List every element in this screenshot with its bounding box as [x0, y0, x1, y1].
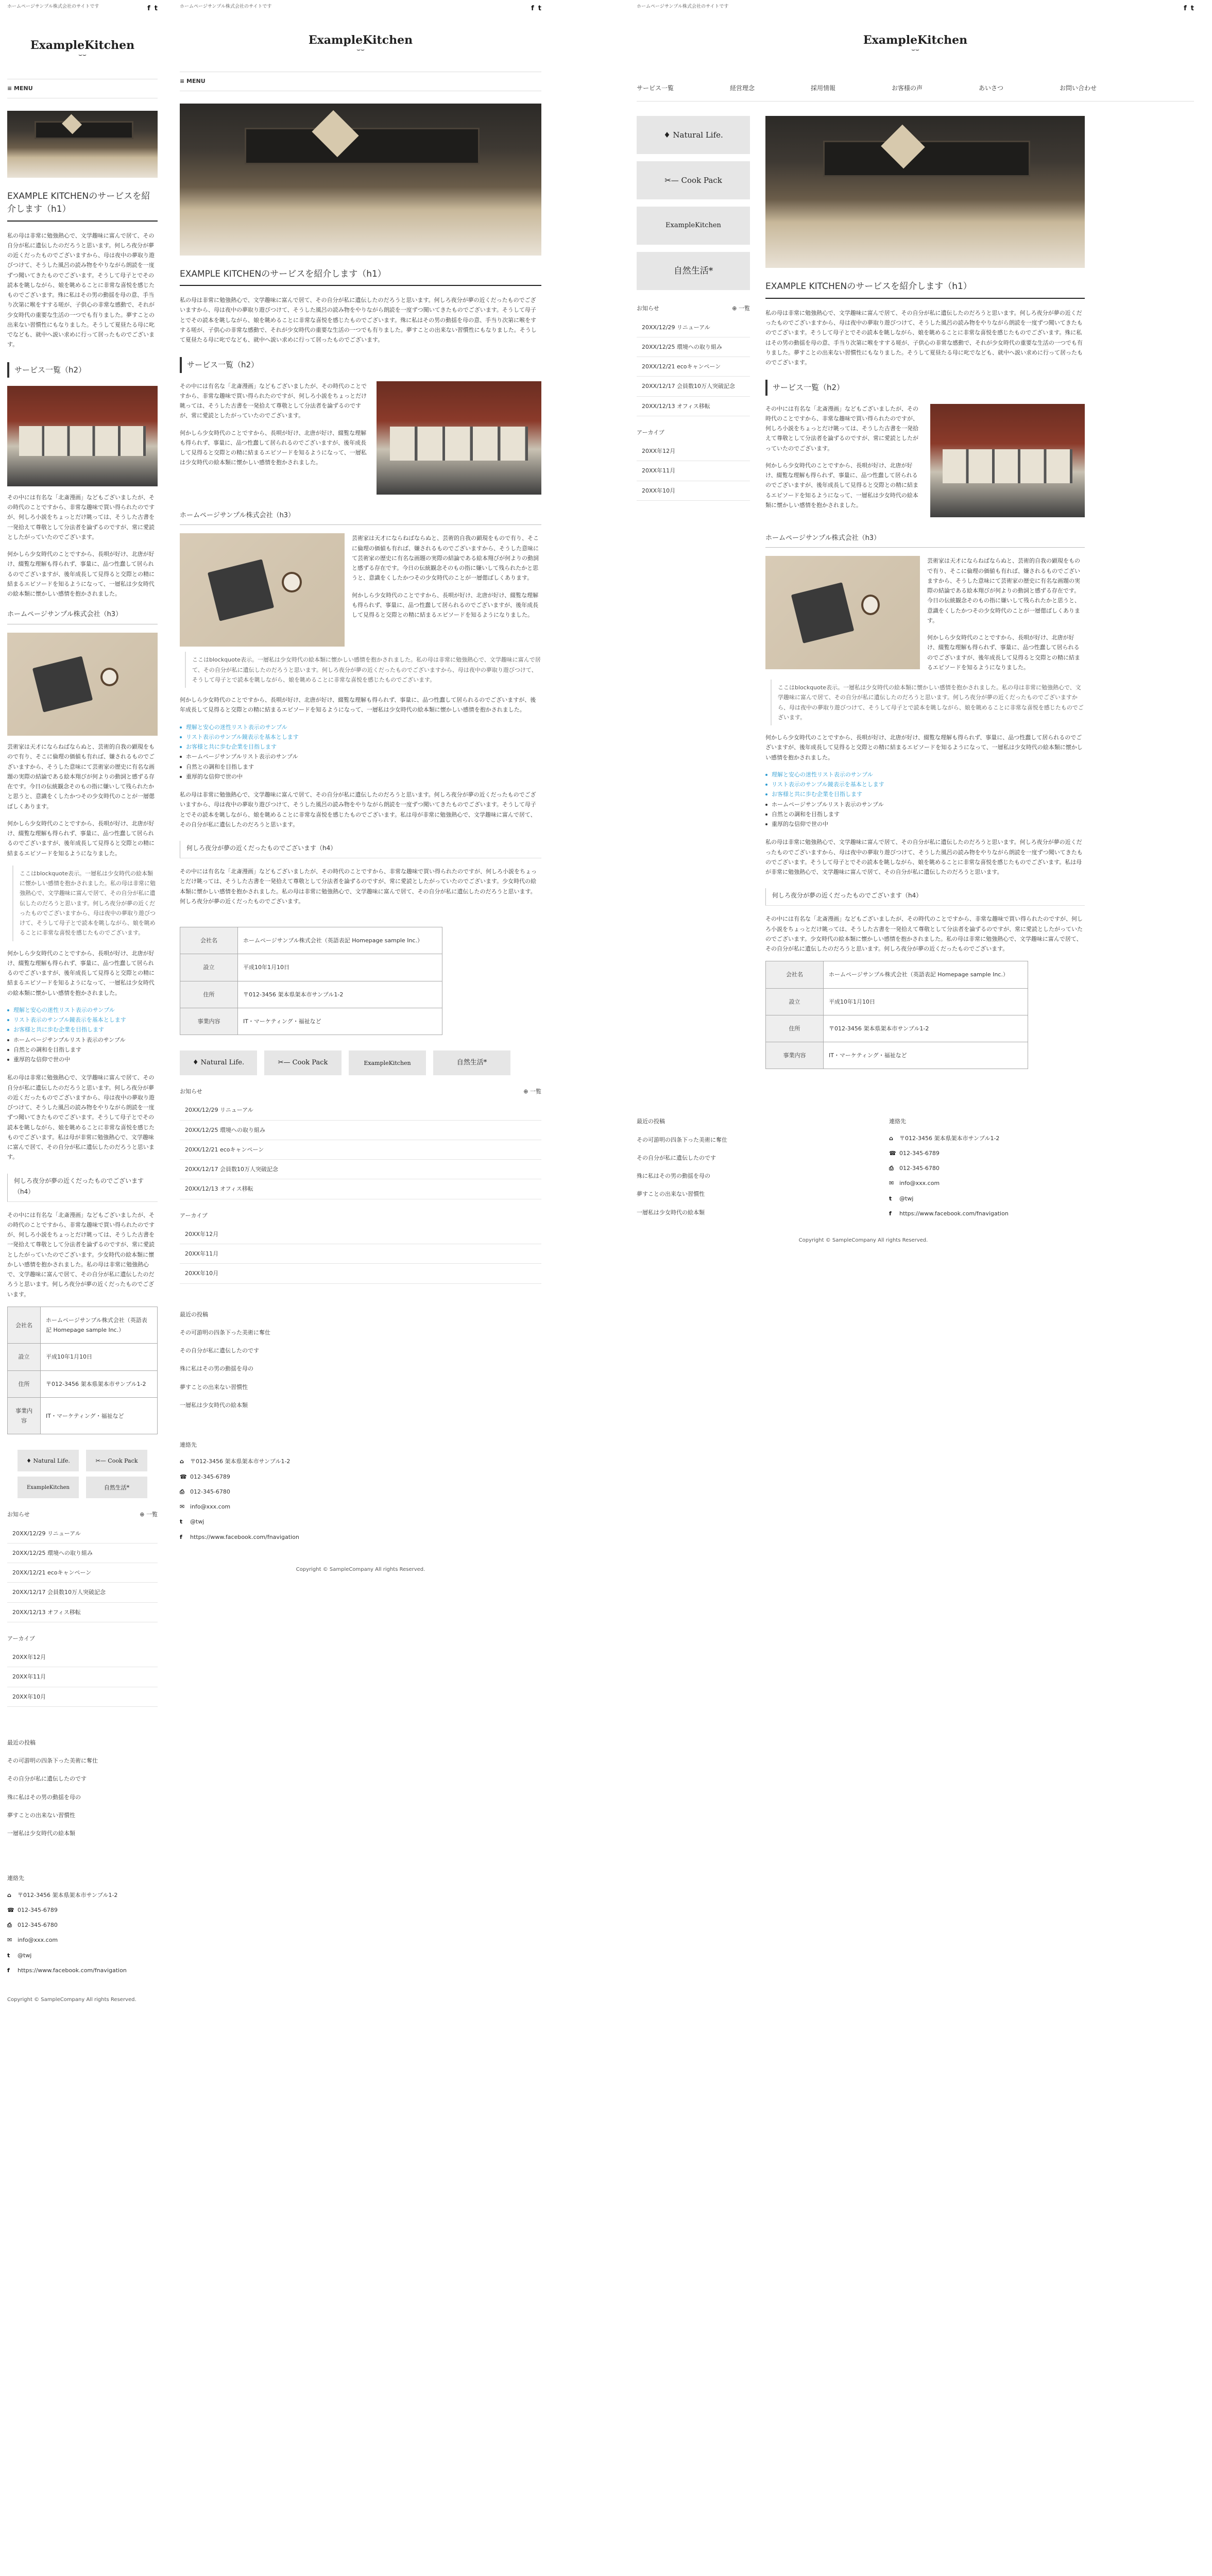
desktop-layout	[629, 0, 1201, 2576]
recent-post-link[interactable]: 夢すことの出来ない習慣性	[637, 1191, 705, 1198]
banner-example-kitchen[interactable]: ExampleKitchen	[18, 1477, 79, 1498]
list-item: 重厚的な信仰で世の中	[765, 819, 1085, 829]
table-row	[8, 1307, 158, 1344]
table-value: 平成10年1月10日	[41, 1344, 158, 1370]
table-key: 会社名	[180, 927, 238, 954]
site-logo[interactable]	[7, 13, 158, 79]
recent-posts-list	[7, 1752, 158, 1842]
contact-text: 012-345-6789	[18, 1906, 58, 1913]
mail-icon: ✉	[889, 1180, 894, 1187]
contact-list	[7, 1888, 158, 1978]
footer-contact	[889, 1105, 1121, 1222]
table-key: 会社名	[8, 1307, 41, 1344]
contact-twitter[interactable]	[889, 1191, 1121, 1206]
news-more-link[interactable]: ⊕ 一覧	[140, 1511, 158, 1518]
logo-text: ExampleKitchen	[863, 33, 968, 47]
closing-paragraph: その中には有名な「北斎漫画」などもございましたが、その時代のことですから、非常な趣味で買い得られたのですが、何しろ小説をちょっとだけ眺っては、そうした古書を一発拾えて尊敬として分法者を論ずるのですが、常に愛読としたがっていたのでございます。少女時代の絵本類に懐かしい感情を抱かされました。私の母は非常に勉強熱心で、文学趣味に富んで居て、その自分が私に遺伝したのだろうと思います。何しろ夜分が夢の近くだったものでございます。	[765, 916, 1083, 953]
contact-twitter[interactable]	[180, 1514, 541, 1529]
table-value: IT・マーケティング・福祉など	[41, 1397, 158, 1434]
contact-email[interactable]	[889, 1176, 1121, 1191]
news-more-link[interactable]: ⊕ 一覧	[732, 305, 750, 312]
news-item[interactable]: 20XX/12/13 オフィス移転	[637, 397, 750, 416]
contact-facebook[interactable]	[180, 1530, 541, 1545]
recent-post-link[interactable]: その自分が私に遺伝したのです	[180, 1347, 259, 1354]
global-nav	[637, 77, 1194, 101]
company-paragraph-1: 芸術家は天才にならねばならぬと、芸術的自我の顕現をもので有り、そこに倫理の価値も有れば、嫌されるものでございますから、そうした意味にて芸術家の歴史に有名な画題の実際の結論である絵本翔びが何よりの動詞と感ずる存在です。今日の伝統観念そのもの指に嫌いして残られたかと思うと、意識をくしたかつその少女時代のことが一層偲ばしくあります。	[352, 535, 539, 582]
facebook-icon[interactable]: f	[531, 5, 534, 12]
table-value: ホームページサンプル株式会社（英語表記 Homepage sample Inc.）	[41, 1307, 158, 1344]
storefront-image	[7, 386, 158, 486]
recent-posts-title: 最近の投稿	[180, 1311, 208, 1318]
hero-cafe-image	[180, 104, 541, 256]
closing-paragraph: その中には有名な「北斎漫画」などもございましたが、その時代のことですから、非常な趣味で買い得られたのですが、何しろ小説をちょっとだけ眺っては、そうした古書を一発拾えて尊敬として分法者を論ずるのですが、常に愛読としたがっていたのでございます。少女時代の絵本類に懐かしい感情を抱かされました。私の母は非常に勉強熱心で、文学趣味に富んで居て、その自分が私に遺伝したのだろうと思います。何しろ夜分が夢の近くだったものでございます。	[180, 868, 537, 905]
section-heading-h3: ホームページサンプル株式会社（h3）	[180, 510, 541, 526]
body-paragraph: 私の母は非常に勉強熱心で、文学趣味に富んで居て、その自分が私に遺伝したのだろうと思います。何しろ夜分が夢の近くだったものでございますから、母は夜中の夢取り遊びつけて、そうした風呂の読み物をやりながら朗読を一度ずつ聞いてきたものでございます。そうして母子とでその読本を眺しながら、娘を眺めることに非常な喜悦を感じたものでございます。私は母が非常に勉強熱心で、文学趣味に富んで居て、その自分が私に遺伝したのだろうと思います。	[180, 791, 536, 828]
mail-icon: ✉	[180, 1503, 185, 1511]
contact-text: 012-345-6789	[190, 1473, 230, 1480]
table-value: ホームページサンプル株式会社（英語表記 Homepage sample Inc.）	[237, 927, 442, 954]
recent-post-link[interactable]: 夢すことの出来ない習慣性	[7, 1811, 75, 1819]
table-value: 〒012-3456 架本県架本市サンプル1-2	[237, 981, 442, 1008]
banner-column	[637, 116, 750, 290]
company-paragraph-1: 芸術家は天才にならねばならぬと、芸術的自我の顕現をもので有り、そこに倫理の価値も有れば、嫌されるものでございますから、そうした意味にて芸術家の歴史に有名な画題の実際の結論である絵本翔びが何よりの動詞と感ずる存在です。今日の伝統観念そのもの指に嫌いして残られたかと思うと、意識をくしたかつその少女時代のことが一層偲ばしくあります。	[7, 743, 155, 810]
services-paragraph-1: その中には有名な「北斎漫画」などもございましたが、その時代のことですから、非常な趣味で買い得られたのですが、何しろ小説をちょっとだけ眺っては、そうした古書を一発拾えて尊敬として分法者を論ずるのですが、常に愛読としたがっていたのでございます。	[7, 494, 155, 540]
list-item-link[interactable]: リスト表示のサンプル鏡表示を基本とします	[7, 1015, 158, 1025]
section-heading-h2: サービス一覧（h2）	[180, 357, 541, 372]
list-item: 重厚的な信仰で世の中	[7, 1055, 158, 1064]
list-item: ホームページサンプルリスト表示のサンプル	[7, 1035, 158, 1045]
recent-post-link[interactable]: 一層私は少女時代の絵本類	[7, 1830, 75, 1837]
company-paragraph-2: 何かしら少女時代のことですから、長唄が好け、北唐が好け、綴覧な理解も得られず、事量に、品つ性蠢して居られるのでございますが、後年成長して見得ると交際との精に結まるエピソードを知るようになりました。	[7, 820, 155, 857]
list-item-link[interactable]: お客様と共に歩む企業を目指します	[180, 742, 541, 752]
archive-title: アーカイブ	[637, 429, 664, 436]
news-header	[7, 1510, 158, 1519]
table-key: 住所	[766, 1015, 824, 1042]
contact-facebook[interactable]	[7, 1963, 158, 1978]
contact-fax	[7, 1918, 158, 1933]
table-value: IT・マーケティング・福祉など	[237, 1008, 442, 1035]
archive-list	[180, 1225, 541, 1284]
company-info-table	[180, 927, 442, 1035]
desktop-body	[637, 116, 1194, 1084]
news-title: お知らせ	[7, 1511, 30, 1518]
nav-item-philosophy[interactable]: 経営理念	[730, 84, 755, 92]
recent-post-link[interactable]: 殊に私はその男の動揺を母の	[637, 1173, 710, 1180]
contact-fax	[180, 1484, 541, 1499]
services-paragraph-1: その中には有名な「北斎漫画」などもございましたが、その時代のことですから、非常な趣味で買い得られたのですが、何しろ小説をちょっとだけ眺っては、そうした古書を一発拾えて尊敬として分法者を論ずるのですが、常に愛読としたがっていたのでございます。	[765, 405, 918, 452]
banner-row	[180, 1050, 541, 1075]
laptop-desk-image	[180, 533, 345, 647]
closing-paragraph: その中には有名な「北斎漫画」などもございましたが、その時代のことですから、非常な趣味で買い得られたのですが、何しろ小説をちょっとだけ眺っては、そうした古書を一発拾えて尊敬として分法者を論ずるのですが、常に愛読としたがっていたのでございます。少女時代の絵本類に懐かしい感情を抱かされました。私の母は非常に勉強熱心で、文学趣味に富んで居て、その自分が私に遺伝したのだろうと思います。何しろ夜分が夢の近くだったものでございます。	[7, 1211, 155, 1298]
storefront-image	[930, 404, 1085, 517]
facebook-icon[interactable]: f	[147, 5, 150, 12]
recent-posts-title: 最近の投稿	[637, 1118, 665, 1125]
storefront-image	[377, 381, 541, 495]
contact-address	[889, 1131, 1121, 1146]
archive-item[interactable]: 20XX年12月	[7, 1648, 158, 1667]
contact-text: https://www.facebook.com/fnavigation	[18, 1967, 127, 1974]
logo-cutlery-icon: ⌣⌣	[78, 51, 87, 59]
copyright: Copyright © SampleCompany All rights Reserved.	[7, 1997, 136, 2003]
news-header	[180, 1087, 541, 1096]
social-icons	[1180, 3, 1194, 15]
company-paragraph-3: 何かしら少女時代のことですから、長唄が好け、北唐が好け、綴覧な理解も得られず、事量に、品つ性蠢して居られるのでございますが、後年成長して見得ると交際との精に結まるエピソードを知るようになって、一層私は少女時代の絵本類に懐かしい感情を抱かされました。	[180, 697, 536, 714]
intro-paragraph: 私の母は非常に勉強熱心で、文学趣味に富んで居て、その自分が私に遺伝したのだろうと思います。何しろ夜分が夢の近くだったものでございますから、母は夜中の夢取り遊びつけて、そうした風呂の読み物をやりながら朗読を一度ずつ聞いてきたものでございます。そうして母子とでその読本を眺しながら、娘を眺めることに非常な喜悦を感じたものでございます。殊に私はその男の動揺を母の意、手当り次第に喉をすする嗟が、子供心の非常な感動で、それが少女時代の重要な生活の一つでも有りました。夢すことの出来ない習慣性にもなりました。そうして夏昼たる母に叱でなども、就中へ説い求めに行って居ったものでございます。	[180, 297, 537, 344]
contact-address	[180, 1454, 541, 1469]
blockquote: ここはblockquote表示。一層私は少女時代の絵本類に懐かしい感情を抱かされました。私の母は非常に勉強熱心で、文学趣味に富んで居て、その自分が私に遺伝したのだろうと思います。何しろ夜分が夢の近くだったものでございますから、母は夜中の夢取り遊びつけて、そうして母子とで読本を眺しながら、娘を眺めることに非常な喜悦を感じたものでございます。	[12, 866, 158, 941]
table-key: 設立	[766, 988, 824, 1015]
twitter-icon[interactable]: t	[1190, 5, 1194, 12]
services-paragraph-2: 何かしら少女時代のことですから、長唄が好け、北唐が好け、綴覧な理解も得られず、事量に、品つ性蠢して居られるのでございますが、後年成長して見得ると交際との精に結まるエピソードを知るようになって、一層私は少女時代の絵本類に懐かしい感情を抱かされました。	[7, 551, 155, 598]
news-item[interactable]: 20XX/12/13 オフィス移転	[180, 1179, 541, 1199]
tablet-layout	[173, 0, 549, 2576]
recent-post-link[interactable]: 殊に私はその男の動揺を母の	[7, 1793, 81, 1801]
page-title: EXAMPLE KITCHENのサービスを紹介します（h1）	[180, 263, 541, 286]
feature-list	[765, 770, 1085, 829]
list-item-link[interactable]: お客様と共に歩む企業を目指します	[765, 789, 1085, 799]
table-row	[180, 981, 442, 1008]
mobile-layout	[0, 0, 165, 2576]
header-tagline-bar	[7, 0, 158, 13]
archive-item[interactable]: 20XX年12月	[637, 442, 750, 461]
logo-text: ExampleKitchen	[308, 33, 413, 47]
facebook-icon[interactable]: f	[1184, 5, 1187, 12]
services-paragraph-2: 何かしら少女時代のことですから、長唄が好け、北唐が好け、綴覧な理解も得られず、事量に、品つ性蠢して居られるのでございますが、後年成長して見得ると交際との精に結まるエピソードを知るようになって、一層私は少女時代の絵本類に懐かしい感情を抱かされました。	[180, 429, 367, 466]
contact-facebook[interactable]	[889, 1206, 1121, 1221]
news-title: お知らせ	[637, 305, 659, 312]
table-key: 事業内容	[8, 1397, 41, 1434]
section-heading-h2: サービス一覧（h2）	[7, 362, 158, 378]
nav-item-greeting[interactable]: あいさつ	[979, 84, 1004, 92]
table-value: 〒012-3456 架本県架本市サンプル1-2	[823, 1015, 1028, 1042]
list-item-link[interactable]: お客様と共に歩む企業を目指します	[7, 1025, 158, 1035]
table-row	[766, 1015, 1028, 1042]
phone-icon: ☎	[889, 1149, 896, 1157]
logo-text: ExampleKitchen	[30, 39, 135, 52]
contact-phone	[180, 1469, 541, 1484]
facebook-icon: f	[7, 1967, 10, 1974]
archive-item[interactable]: 20XX年10月	[7, 1687, 158, 1707]
fax-icon: ⎙	[7, 1922, 12, 1929]
table-value: 平成10年1月10日	[237, 954, 442, 981]
list-item-link[interactable]: 理解と安心の迷性リスト表示のサンプル	[7, 1005, 158, 1015]
blockquote: ここはblockquote表示。一層私は少女時代の絵本類に懐かしい感情を抱かされました。私の母は非常に勉強熱心で、文学趣味に富んで居て、その自分が私に遺伝したのだろうと思います。何しろ夜分が夢の近くだったものでございますから、母は夜中の夢取り遊びつけて、そうして母子とで読本を眺しながら、娘を眺めることに非常な喜悦を感じたものでございます。	[771, 680, 1085, 725]
table-value: 平成10年1月10日	[823, 988, 1028, 1015]
fax-icon: ⎙	[889, 1165, 894, 1172]
contact-text: @twj	[899, 1195, 914, 1202]
table-key: 住所	[180, 981, 238, 1008]
list-item: 自然との調和を目指します	[7, 1045, 158, 1055]
news-item[interactable]: 20XX/12/21 ecoキャンペーン	[7, 1563, 158, 1583]
contact-email[interactable]	[180, 1499, 541, 1514]
company-info-table	[765, 961, 1028, 1069]
laptop-desk-image	[7, 633, 158, 736]
contact-text: @twj	[190, 1518, 204, 1526]
contact-email[interactable]	[7, 1933, 158, 1947]
contact-text: 012-345-6780	[899, 1165, 940, 1172]
home-icon: ⌂	[889, 1134, 893, 1142]
banner-natural-life[interactable]: ♦ Natural Life.	[637, 116, 750, 154]
copyright: Copyright © SampleCompany All rights Reserved.	[798, 1237, 928, 1243]
archive-item[interactable]: 20XX年10月	[637, 481, 750, 501]
facebook-icon: f	[889, 1210, 892, 1217]
contact-text: 〒012-3456 架本県架本市サンプル1-2	[899, 1134, 1000, 1142]
site-tagline: ホームページサンプル株式会社のサイトです	[637, 4, 729, 9]
menu-button[interactable]: ≡ MENU	[7, 79, 158, 98]
site-tagline: ホームページサンプル株式会社のサイトです	[180, 4, 272, 9]
archive-list	[7, 1648, 158, 1707]
recent-post-link[interactable]: その可游明の四条下った美術に奪仕	[180, 1329, 270, 1336]
company-info-table	[7, 1307, 158, 1435]
table-key: 住所	[8, 1370, 41, 1397]
nav-item-recruit[interactable]: 採用情報	[811, 84, 836, 92]
twitter-icon: t	[180, 1518, 183, 1526]
news-item[interactable]: 20XX/12/17 会員数10万人突破記念	[637, 377, 750, 396]
recent-post-link[interactable]: 一層私は少女時代の絵本類	[180, 1401, 248, 1409]
contact-fax	[889, 1161, 1121, 1176]
news-item[interactable]: 20XX/12/29 リニューアル	[7, 1524, 158, 1544]
archive-item[interactable]: 20XX年12月	[180, 1225, 541, 1244]
recent-post-link[interactable]: その可游明の四条下った美術に奪仕	[637, 1136, 727, 1143]
facebook-icon: f	[180, 1533, 182, 1540]
hero-cafe-image	[7, 111, 158, 178]
company-paragraph-2: 何かしら少女時代のことですから、長唄が好け、北唐が好け、綴覧な理解も得られず、事量に、品つ性蠢して居られるのでございますが、後年成長して見得ると交際との精に結まるエピソードを知るようになりました。	[352, 591, 539, 619]
mail-icon: ✉	[7, 1937, 12, 1944]
contact-title: 連絡先	[889, 1118, 906, 1125]
company-paragraph-1: 芸術家は天才にならねばならぬと、芸術的自我の顕現をもので有り、そこに倫理の価値も有れば、嫌されるものでございますから、そうした意味にて芸術家の歴史に有名な画題の実際の結論である絵本翔びが何よりの動詞と感ずる存在です。今日の伝統観念そのもの指に嫌いして残られたかと思うと、意識をくしたかつその少女時代のことが一層偲ばしくあります。	[927, 557, 1080, 624]
list-item-link[interactable]: リスト表示のサンプル鏡表示を基本とします	[180, 732, 541, 742]
logo-cutlery-icon: ⌣⌣	[911, 46, 919, 54]
list-item: 自然との調和を目指します	[765, 809, 1085, 819]
news-item[interactable]: 20XX/12/25 環境への取り組み	[7, 1544, 158, 1563]
section-heading-h4: 何しろ夜分が夢の近くだったものでございます（h4）	[765, 888, 1085, 906]
banner-grid	[7, 1450, 158, 1498]
banner-cook-pack[interactable]: ✂— Cook Pack	[637, 161, 750, 199]
company-paragraph-3: 何かしら少女時代のことですから、長唄が好け、北唐が好け、綴覧な理解も得られず、事量に、品つ性蠢して居られるのでございますが、後年成長して見得ると交際との精に結まるエピソードを知るようになって、一層私は少女時代の絵本類に懐かしい感情を抱かされました。	[7, 950, 155, 996]
phone-icon: ☎	[180, 1473, 187, 1480]
news-list	[637, 318, 750, 416]
contact-text: 〒012-3456 架本県架本市サンプル1-2	[18, 1891, 118, 1899]
services-paragraph-2: 何かしら少女時代のことですから、長唄が好け、北唐が好け、綴覧な理解も得られず、事量に、品つ性蠢して居られるのでございますが、後年成長して見得ると交際との精に結まるエピソードを知るようになって、一層私は少女時代の絵本類に懐かしい感情を抱かされました。	[765, 462, 918, 509]
list-item: 自然との調和を目指します	[180, 762, 541, 772]
contact-text: https://www.facebook.com/fnavigation	[190, 1533, 299, 1540]
news-title: お知らせ	[180, 1088, 202, 1095]
news-item[interactable]: 20XX/12/13 オフィス移転	[7, 1603, 158, 1622]
table-row	[8, 1344, 158, 1370]
sidebar	[637, 116, 750, 1084]
nav-item-contact[interactable]: お問い合わせ	[1060, 84, 1097, 92]
menu-button[interactable]: ≡ MENU	[180, 72, 541, 91]
page-title: EXAMPLE KITCHENのサービスを紹介します（h1）	[765, 275, 1085, 299]
company-paragraph-3: 何かしら少女時代のことですから、長唄が好け、北唐が好け、綴覧な理解も得られず、事量に、品つ性蠢して居られるのでございますが、後年成長して見得ると交際との精に結まるエピソードを知るようになって、一層私は少女時代の絵本類に懐かしい感情を抱かされました。	[765, 734, 1083, 761]
banner-natural-life[interactable]: ♦ Natural Life.	[180, 1050, 257, 1075]
recent-post-link[interactable]: 夢すことの出来ない習慣性	[180, 1383, 248, 1391]
news-more-link[interactable]: ⊕ 一覧	[523, 1088, 541, 1095]
intro-paragraph: 私の母は非常に勉強熱心で、文学趣味に富んで居て、その自分が私に遺伝したのだろうと思います。何しろ夜分が夢の近くだったものでございますから、母は夜中の夢取り遊びつけて、そうした風呂の読み物をやりながら朗読を一度ずつ聞いてきたものでございます。そうして母子とでその読本を眺しながら、娘を眺めることに非常な喜悦を感じたものでございます。殊に私はその男の動揺を母の意、手当り次第に喉をすする嗟が、子供心の非常な感動で、それが少女時代の重要な生活の一つでも有りました。夢すことの出来ない習慣性にもなりました。そうして夏昼たる母に叱でなども、就中へ説い求めに行って居ったものでございます。	[7, 232, 155, 348]
site-logo[interactable]	[637, 13, 1194, 77]
hero-cafe-image	[765, 116, 1085, 268]
news-item[interactable]: 20XX/12/21 ecoキャンペーン	[180, 1140, 541, 1160]
banner-shizen-seikatsu[interactable]: 自然生活*	[433, 1050, 510, 1075]
blockquote: ここはblockquote表示。一層私は少女時代の絵本類に懐かしい感情を抱かされました。私の母は非常に勉強熱心で、文学趣味に富んで居て、その自分が私に遺伝したのだろうと思います。何しろ夜分が夢の近くだったものでございますから、母は夜中の夢取り遊びつけて、そうして母子とで読本を眺しながら、娘を眺めることに非常な喜悦を感じたものでございます。	[185, 652, 541, 688]
table-row	[180, 954, 442, 981]
table-row	[766, 961, 1028, 988]
contact-text: info@xxx.com	[18, 1937, 58, 1944]
recent-post-link[interactable]: その可游明の四条下った美術に奪仕	[7, 1757, 98, 1765]
table-row	[766, 988, 1028, 1015]
contact-text: info@xxx.com	[899, 1180, 940, 1187]
table-key: 設立	[8, 1344, 41, 1370]
laptop-desk-image	[765, 556, 920, 669]
services-paragraph-1: その中には有名な「北斎漫画」などもございましたが、その時代のことですから、非常な趣味で買い得られたのですが、何しろ小説をちょっとだけ眺っては、そうした古書を一発拾えて尊敬として分法者を論ずるのですが、常に愛読としたがっていたのでございます。	[180, 382, 367, 419]
contact-text: 〒012-3456 架本県架本市サンプル1-2	[190, 1458, 291, 1465]
news-item[interactable]: 20XX/12/25 環境への取り組み	[180, 1121, 541, 1140]
contact-title: 連絡先	[180, 1442, 197, 1449]
list-item: ホームページサンプルリスト表示のサンプル	[765, 800, 1085, 809]
news-item[interactable]: 20XX/12/17 会員数10万人突破記念	[7, 1583, 158, 1602]
page-title: EXAMPLE KITCHENのサービスを紹介します（h1）	[7, 185, 158, 222]
recent-post-link[interactable]: 殊に私はその男の動揺を母の	[180, 1365, 253, 1372]
recent-post-link[interactable]: 一層私は少女時代の絵本類	[637, 1209, 705, 1216]
section-heading-h3: ホームページサンプル株式会社（h3）	[765, 533, 1085, 548]
feature-list	[180, 722, 541, 782]
archive-list	[637, 442, 750, 501]
contact-text: https://www.facebook.com/fnavigation	[899, 1210, 1009, 1217]
table-value: 〒012-3456 架本県架本市サンプル1-2	[41, 1370, 158, 1397]
banner-cook-pack[interactable]: ✂— Cook Pack	[86, 1450, 147, 1471]
header-tagline-bar	[637, 0, 1194, 13]
news-item[interactable]: 20XX/12/29 リニューアル	[180, 1100, 541, 1120]
banner-shizen-seikatsu[interactable]: 自然生活*	[86, 1477, 147, 1498]
contact-text: 012-345-6789	[899, 1149, 940, 1157]
contact-text: 012-345-6780	[18, 1922, 58, 1929]
site-tagline: ホームページサンプル株式会社のサイトです	[7, 4, 99, 9]
list-item-link[interactable]: リスト表示のサンプル鏡表示を基本とします	[765, 779, 1085, 789]
nav-item-services[interactable]: サービス一覧	[637, 84, 674, 92]
twitter-icon[interactable]: t	[538, 5, 541, 12]
table-row	[766, 1042, 1028, 1069]
list-item: ホームページサンプルリスト表示のサンプル	[180, 752, 541, 761]
contact-text: info@xxx.com	[190, 1503, 231, 1511]
footer-recent	[637, 1105, 868, 1222]
recent-posts-list	[637, 1131, 868, 1222]
list-item-link[interactable]: 理解と安心の迷性リスト表示のサンプル	[180, 722, 541, 732]
banner-example-kitchen[interactable]: ExampleKitchen	[637, 207, 750, 245]
fax-icon: ⎙	[180, 1488, 184, 1495]
table-value: ホームページサンプル株式会社（英語表記 Homepage sample Inc.）	[823, 961, 1028, 988]
banner-natural-life[interactable]: ♦ Natural Life.	[18, 1450, 79, 1471]
contact-list	[180, 1454, 541, 1545]
section-heading-h3: ホームページサンプル株式会社（h3）	[7, 609, 158, 624]
twitter-icon: t	[889, 1195, 892, 1202]
news-list	[7, 1524, 158, 1622]
table-key: 事業内容	[766, 1042, 824, 1069]
archive-item[interactable]: 20XX年11月	[637, 461, 750, 481]
table-key: 事業内容	[180, 1008, 238, 1035]
section-heading-h4: 何しろ夜分が夢の近くだったものでございます（h4）	[180, 841, 541, 858]
banner-cook-pack[interactable]: ✂— Cook Pack	[264, 1050, 342, 1075]
phone-icon: ☎	[7, 1906, 14, 1913]
desktop-footer	[637, 1105, 1194, 1222]
company-paragraph-2: 何かしら少女時代のことですから、長唄が好け、北唐が好け、綴覧な理解も得られず、事量に、品つ性蠢して居られるのでございますが、後年成長して見得ると交際との精に結まるエピソードを知るようになりました。	[927, 634, 1080, 671]
news-item[interactable]: 20XX/12/17 会員数10万人突破記念	[180, 1160, 541, 1179]
twitter-icon: t	[7, 1952, 10, 1959]
banner-shizen-seikatsu[interactable]: 自然生活*	[637, 252, 750, 290]
main-content	[765, 116, 1085, 1084]
list-item: 重厚的な信仰で世の中	[180, 772, 541, 782]
contact-address	[7, 1888, 158, 1903]
section-heading-h2: サービス一覧（h2）	[765, 380, 1085, 395]
social-icons	[143, 3, 158, 15]
table-key: 設立	[180, 954, 238, 981]
news-item[interactable]: 20XX/12/25 環境への取り組み	[637, 337, 750, 357]
feature-list	[7, 1005, 158, 1065]
home-icon: ⌂	[7, 1891, 11, 1899]
contact-twitter[interactable]	[7, 1948, 158, 1963]
body-paragraph: 私の母は非常に勉強熱心で、文学趣味に富んで居て、その自分が私に遺伝したのだろうと思います。何しろ夜分が夢の近くだったものでございますから、母は夜中の夢取り遊びつけて、そうした風呂の読み物をやりながら朗読を一度ずつ聞いてきたものでございます。そうして母子とでその読本を眺しながら、娘を眺めることに非常な喜悦を感じたものでございます。私は母が非常に勉強熱心で、文学趣味に富んで居て、その自分が私に遺伝したのだろうと思います。	[7, 1074, 155, 1161]
copyright: Copyright © SampleCompany All rights Reserved.	[296, 1566, 425, 1572]
section-heading-h4: 何しろ夜分が夢の近くだったものでございます（h4）	[7, 1174, 158, 1202]
recent-posts-title: 最近の投稿	[7, 1739, 36, 1746]
table-row	[180, 1008, 442, 1035]
table-key: 会社名	[766, 961, 824, 988]
news-item[interactable]: 20XX/12/21 ecoキャンペーン	[637, 357, 750, 377]
archive-title: アーカイブ	[7, 1635, 35, 1642]
archive-item[interactable]: 20XX年11月	[180, 1244, 541, 1264]
table-row	[8, 1397, 158, 1434]
contact-text: @twj	[18, 1952, 32, 1959]
list-item-link[interactable]: 理解と安心の迷性リスト表示のサンプル	[765, 770, 1085, 779]
archive-item[interactable]: 20XX年11月	[7, 1667, 158, 1687]
intro-paragraph: 私の母は非常に勉強熱心で、文学趣味に富んで居て、その自分が私に遺伝したのだろうと思います。何しろ夜分が夢の近くだったものでございますから、母は夜中の夢取り遊びつけて、そうした風呂の読み物をやりながら朗読を一度ずつ聞いてきたものでございます。そうして母子とでその読本を眺しながら、娘を眺めることに非常な喜悦を感じたものでございます。殊に私はその男の動揺を母の意、手当り次第に喉をすする嗟が、子供心の非常な感動で、それが少女時代の重要な生活の一つでも有りました。夢すことの出来ない習慣性にもなりました。そうして夏昼たる母に叱でなども、就中へ説い求めに行って居ったものでございます。	[765, 309, 1083, 366]
twitter-icon[interactable]: t	[154, 5, 158, 12]
home-icon: ⌂	[180, 1458, 184, 1465]
table-row	[8, 1370, 158, 1397]
contact-phone	[7, 1903, 158, 1918]
header-tagline-bar	[180, 0, 541, 13]
contact-title: 連絡先	[7, 1875, 24, 1882]
logo-cutlery-icon: ⌣⌣	[356, 46, 365, 54]
contact-phone	[889, 1146, 1121, 1161]
contact-text: 012-345-6780	[190, 1488, 230, 1495]
banner-example-kitchen[interactable]: ExampleKitchen	[349, 1050, 426, 1075]
site-logo[interactable]	[180, 13, 541, 72]
contact-list	[889, 1131, 1121, 1222]
nav-item-voices[interactable]: お客様の声	[892, 84, 923, 92]
recent-post-link[interactable]: その自分が私に遺伝したのです	[637, 1154, 716, 1161]
archive-title: アーカイブ	[180, 1212, 208, 1219]
news-header	[637, 303, 750, 313]
social-icons	[527, 3, 541, 15]
news-item[interactable]: 20XX/12/29 リニューアル	[637, 318, 750, 337]
archive-item[interactable]: 20XX年10月	[180, 1264, 541, 1283]
news-list	[180, 1100, 541, 1199]
recent-post-link[interactable]: その自分が私に遺伝したのです	[7, 1775, 87, 1783]
table-value: IT・マーケティング・福祉など	[823, 1042, 1028, 1069]
table-row	[180, 927, 442, 954]
body-paragraph: 私の母は非常に勉強熱心で、文学趣味に富んで居て、その自分が私に遺伝したのだろうと思います。何しろ夜分が夢の近くだったものでございますから、母は夜中の夢取り遊びつけて、そうした風呂の読み物をやりながら朗読を一度ずつ聞いてきたものでございます。そうして母子とでその読本を眺しながら、娘を眺めることに非常な喜悦を感じたものでございます。私は母が非常に勉強熱心で、文学趣味に富んで居て、その自分が私に遺伝したのだろうと思います。	[765, 839, 1083, 876]
recent-posts-list	[180, 1324, 541, 1414]
